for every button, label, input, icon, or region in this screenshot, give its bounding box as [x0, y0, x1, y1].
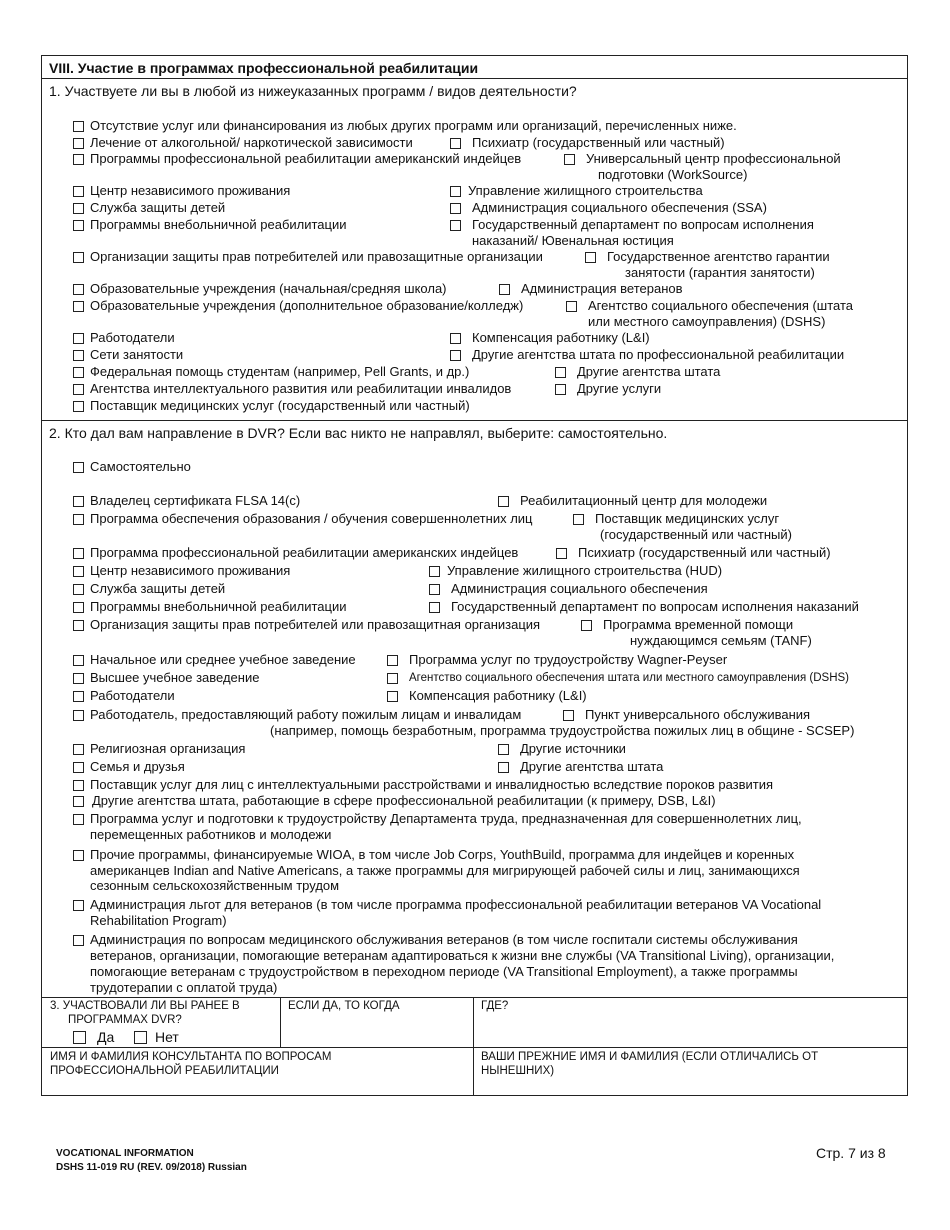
option-label: Программа услуг по трудоустройству Wagner-Peyser	[409, 652, 728, 667]
checkbox[interactable]	[73, 762, 84, 773]
option-label: Другие источники	[520, 741, 626, 756]
option-label: Образовательные учреждения (дополнительное образование/колледж)	[90, 298, 524, 313]
checkbox[interactable]	[73, 284, 84, 295]
checkbox[interactable]	[73, 203, 84, 214]
checkbox[interactable]	[499, 284, 510, 295]
checkbox[interactable]	[450, 350, 461, 361]
checkbox[interactable]	[450, 220, 461, 231]
checkbox[interactable]	[73, 301, 84, 312]
option-label: Федеральная помощь студентам (например, Pell Grants, и др.)	[90, 364, 470, 379]
option-label: перемещенных работников и молодежи	[90, 827, 332, 842]
option-label: Агентства интеллектуального развития или реабилитации инвалидов	[90, 381, 512, 396]
option-label: Сети занятости	[90, 347, 184, 362]
checkbox[interactable]	[73, 796, 84, 807]
checkbox[interactable]	[387, 673, 398, 684]
option-label: Управление жилищного строительства	[468, 183, 703, 198]
checkbox[interactable]	[498, 496, 509, 507]
checkbox[interactable]	[387, 691, 398, 702]
checkbox[interactable]	[73, 780, 84, 791]
option-label: Программа профессиональной реабилитации американских индейцев	[90, 545, 519, 560]
option-label: Администрация льгот для ветеранов (в том числе программа профессиональной реабилитации ветеранов VA Vocational	[90, 897, 822, 912]
option-label: Организации защиты прав потребителей или правозащитные организации	[90, 249, 543, 264]
checkbox[interactable]	[73, 384, 84, 395]
option-label: Поставщик медицинских услуг (государственный или частный)	[90, 398, 470, 413]
option-label: Администрация социального обеспечения (SSA)	[472, 200, 767, 215]
page-number: Стр. 7 из 8	[816, 1145, 886, 1161]
checkbox[interactable]	[73, 691, 84, 702]
checkbox[interactable]	[73, 121, 84, 132]
option-label: сезонным сельскохозяйственным трудом	[90, 878, 340, 893]
option-label: Администрация социального обеспечения	[451, 581, 708, 596]
checkbox[interactable]	[450, 138, 461, 149]
option-label: (например, помощь безработным, программа трудоустройства пожилых лиц в общине - SCSEP)	[270, 723, 855, 738]
option-label: Компенсация работнику (L&I)	[472, 330, 650, 345]
checkbox[interactable]	[73, 744, 84, 755]
checkbox[interactable]	[555, 367, 566, 378]
form-id: DSHS 11-019 RU (REV. 09/2018) Russian	[56, 1162, 247, 1173]
checkbox[interactable]	[566, 301, 577, 312]
option-label: Поставщик медицинских услуг	[595, 511, 780, 526]
option-label: Реабилитационный центр для молодежи	[520, 493, 768, 508]
where-label: ГДЕ?	[481, 1000, 509, 1012]
option-label: Государственный департамент по вопросам исполнения наказаний	[451, 599, 859, 614]
option-label: Администрация по вопросам медицинского обслуживания ветеранов (в том числе госпитали системы обслуживания	[90, 932, 798, 947]
question-1: 1. Участвуете ли вы в любой из нижеуказанных программ / видов деятельности?	[49, 83, 577, 99]
option-label: трудотерапии с оплатой труда)	[90, 980, 278, 995]
checkbox[interactable]	[73, 333, 84, 344]
checkbox[interactable]	[450, 186, 461, 197]
option-label: Агентство социального обеспечения штата или местного самоуправления (DSHS)	[409, 672, 850, 684]
checkbox[interactable]	[73, 566, 84, 577]
option-label: Работодатели	[90, 330, 175, 345]
option-label: Программа временной помощи	[603, 617, 794, 632]
option-label: Отсутствие услуг или финансирования из любых других программ или организаций, перечисленных ниже.	[90, 118, 737, 133]
checkbox[interactable]	[73, 602, 84, 613]
checkbox[interactable]	[73, 401, 84, 412]
option-label: Работодатели	[90, 688, 175, 703]
option-label: или местного самоуправления) (DSHS)	[588, 314, 826, 329]
option-label: Администрация ветеранов	[521, 281, 683, 296]
checkbox[interactable]	[450, 203, 461, 214]
option-label: Начальное или среднее учебное заведение	[90, 652, 356, 667]
checkbox[interactable]	[73, 496, 84, 507]
checkbox[interactable]	[73, 186, 84, 197]
option-label: Программа обеспечения образования / обучения совершеннолетних лиц	[90, 511, 533, 526]
checkbox[interactable]	[73, 620, 84, 631]
counselor-label: ИМЯ И ФАМИЛИЯ КОНСУЛЬТАНТА ПО ВОПРОСАМ	[50, 1051, 332, 1063]
option-label: Программы внебольничной реабилитации	[90, 217, 347, 232]
option-label: Другие услуги	[577, 381, 662, 396]
checkbox[interactable]	[73, 220, 84, 231]
checkbox[interactable]	[387, 655, 398, 666]
option-label: Программа услуг и подготовки к трудоустройству Департамента труда, предназначенная для совершеннолетних лиц,	[90, 811, 802, 826]
checkbox[interactable]	[73, 584, 84, 595]
checkbox[interactable]	[73, 367, 84, 378]
checkbox[interactable]	[564, 154, 575, 165]
option-label: Образовательные учреждения (начальная/средняя школа)	[90, 281, 447, 296]
option-label: Универсальный центр профессиональной	[586, 151, 841, 166]
counselor-label: ПРОФЕССИОНАЛЬНОЙ РЕАБИЛИТАЦИИ	[50, 1065, 279, 1077]
option-label: Центр независимого проживания	[90, 183, 291, 198]
checkbox[interactable]	[498, 744, 509, 755]
option-label: Прочие программы, финансируемые WIOA, в том числе Job Corps, YouthBuild, программа для индейцев и коренных	[90, 847, 795, 862]
checkbox[interactable]	[73, 350, 84, 361]
option-label: Компенсация работнику (L&I)	[409, 688, 587, 703]
checkbox[interactable]	[73, 814, 84, 825]
option-label: Служба защиты детей	[90, 200, 226, 215]
option-label: Высшее учебное заведение	[90, 670, 260, 685]
option-label: Государственное агентство гарантии	[607, 249, 830, 264]
divider	[42, 78, 907, 79]
option-label: занятости (гарантия занятости)	[625, 265, 815, 280]
checkbox[interactable]	[73, 514, 84, 525]
option-label: Программы профессиональной реабилитации американский индейцев	[90, 151, 522, 166]
option-label: ветеранов, организации, помогающие ветеранам адаптироваться к жизни вне службы (VA Transitional Living), организации,	[90, 948, 835, 963]
vocational-form	[41, 55, 908, 1096]
checkbox[interactable]	[73, 252, 84, 263]
option-label: помогающие ветеранам с трудоустройством в переходном периоде (VA Transitional Employment), а также программы	[90, 964, 798, 979]
checkbox[interactable]	[581, 620, 592, 631]
checkbox[interactable]	[73, 655, 84, 666]
checkbox[interactable]	[573, 514, 584, 525]
option-label: Другие агентства штата по профессиональной реабилитации	[472, 347, 845, 362]
option-label: Программы внебольничной реабилитации	[90, 599, 347, 614]
option-label: Психиатр (государственный или частный)	[578, 545, 831, 560]
option-label: Работодатель, предоставляющий работу пожилым лицам и инвалидам	[90, 707, 522, 722]
option-label: Организация защиты прав потребителей или правозащитная организация	[90, 617, 541, 632]
checkbox[interactable]	[429, 602, 440, 613]
checkbox[interactable]	[73, 900, 84, 911]
checkbox[interactable]	[555, 384, 566, 395]
option-label: Поставщик услуг для лиц с интеллектуальными расстройствами и инвалидностью вследствие пороков развития	[90, 777, 774, 792]
option-label: американцев Indian and Native Americans, а также программы для мигрирующей рабочей силы и лиц, занимающихся	[90, 863, 800, 878]
yes-label: Да	[97, 1029, 115, 1045]
option-label: наказаний/ Ювенальная юстиция	[472, 233, 674, 248]
checkbox[interactable]	[563, 710, 574, 721]
checkbox[interactable]	[498, 762, 509, 773]
option-label: Управление жилищного строительства (HUD)	[447, 563, 723, 578]
no-label: Нет	[155, 1029, 179, 1045]
option-label: Другие агентства штата, работающие в сфере профессиональной реабилитации (к примеру, DSB, L&I)	[92, 793, 716, 808]
option-label: Служба защиты детей	[90, 581, 226, 596]
option-label: Религиозная организация	[90, 741, 246, 756]
checkbox[interactable]	[73, 138, 84, 149]
divider	[42, 1047, 907, 1048]
q3-label: 3. УЧАСТВОВАЛИ ЛИ ВЫ РАНЕЕ В	[50, 1000, 240, 1012]
former-name-label: НЫНЕШНИХ)	[481, 1065, 555, 1077]
option-label: Центр независимого проживания	[90, 563, 291, 578]
option-label: Пункт универсального обслуживания	[585, 707, 811, 722]
option-label: Государственный департамент по вопросам исполнения	[472, 217, 814, 232]
checkbox[interactable]	[429, 584, 440, 595]
checkbox[interactable]	[450, 333, 461, 344]
checkbox[interactable]	[73, 462, 84, 473]
former-name-label: ВАШИ ПРЕЖНИЕ ИМЯ И ФАМИЛИЯ (ЕСЛИ ОТЛИЧАЛИСЬ ОТ	[481, 1051, 819, 1063]
checkbox[interactable]	[73, 673, 84, 684]
option-label: подготовки (WorkSource)	[598, 167, 748, 182]
when-label: ЕСЛИ ДА, ТО КОГДА	[288, 1000, 400, 1012]
cell-divider	[280, 997, 281, 1047]
checkbox[interactable]	[73, 710, 84, 721]
q3-label: ПРОГРАММАХ DVR?	[68, 1014, 182, 1026]
option-label: Владелец сертификата FLSA 14(c)	[90, 493, 301, 508]
option-label: Другие агентства штата	[577, 364, 721, 379]
checkbox[interactable]	[429, 566, 440, 577]
option-label: Rehabilitation Program)	[90, 913, 227, 928]
section-title: VIII. Участие в программах профессиональной реабилитации	[49, 60, 479, 76]
divider	[42, 420, 907, 421]
option-label: Психиатр (государственный или частный)	[472, 135, 725, 150]
checkbox[interactable]	[73, 935, 84, 946]
no-checkbox[interactable]	[134, 1031, 147, 1044]
option-label: (государственный или частный)	[600, 527, 792, 542]
checkbox[interactable]	[585, 252, 596, 263]
yes-checkbox[interactable]	[73, 1031, 86, 1044]
checkbox[interactable]	[73, 154, 84, 165]
checkbox[interactable]	[73, 850, 84, 861]
option-label: Агентство социального обеспечения (штата	[588, 298, 854, 313]
checkbox[interactable]	[556, 548, 567, 559]
option-label: Самостоятельно	[90, 459, 191, 474]
option-label: Другие агентства штата	[520, 759, 664, 774]
option-label: Лечение от алкогольной/ наркотической зависимости	[90, 135, 413, 150]
option-label: нуждающимся семьям (TANF)	[630, 633, 812, 648]
doc-title: VOCATIONAL INFORMATION	[56, 1148, 194, 1159]
checkbox[interactable]	[73, 548, 84, 559]
question-2: 2. Кто дал вам направление в DVR? Если вас никто не направлял, выберите: самостоятельно.	[49, 425, 668, 441]
option-label: Семья и друзья	[90, 759, 185, 774]
divider	[42, 997, 907, 998]
